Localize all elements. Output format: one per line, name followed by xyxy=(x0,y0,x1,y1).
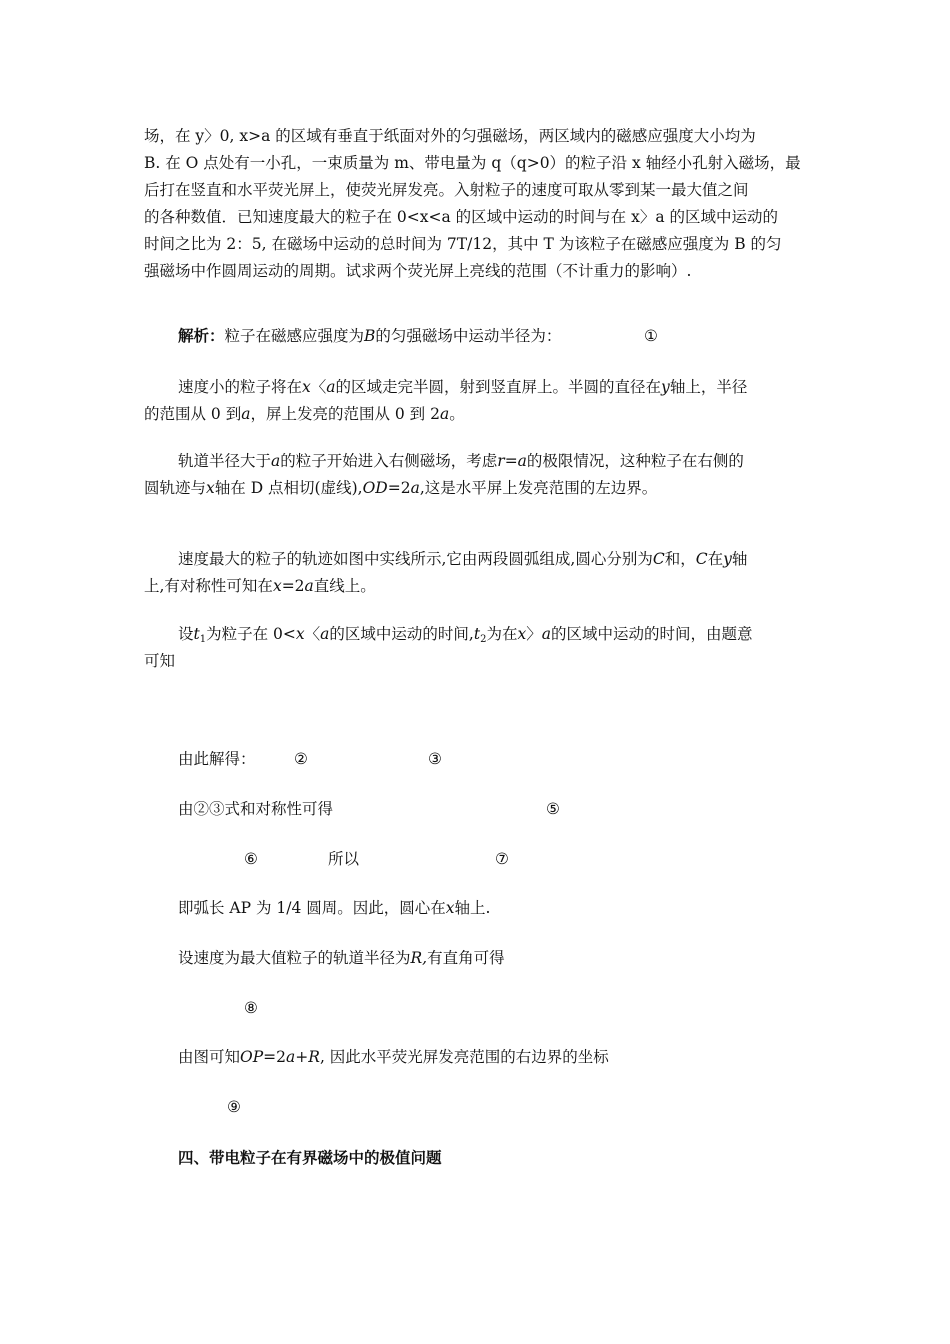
equation-marker-1: ① xyxy=(644,327,658,345)
equation-marker-7: ⑦ xyxy=(495,850,509,868)
solution-para-1: 解析：粒子在磁感应强度为B的匀强磁场中运动半径为： xyxy=(178,326,562,345)
equation-marker-8: ⑧ xyxy=(244,999,258,1017)
equation-marker-6: ⑥ xyxy=(244,850,258,868)
solution-para-3-line-2: 圆轨迹与x轴在 D 点相切(虚线),OD=2a,这是水平屏上发亮范围的左边界。 xyxy=(144,479,658,497)
problem-line-1: 场，在 y〉0, x>a 的区域有垂直于纸面对外的匀强磁场，两区域内的磁感应强度大小均为 xyxy=(144,127,756,145)
solution-para-2-line-2: 的范围从 0 到a，屏上发亮的范围从 0 到 2a。 xyxy=(144,405,465,423)
solution-para-4-line-2: 上,有对称性可知在x=2a直线上。 xyxy=(144,577,376,595)
problem-line-2: B. 在 O 点处有一小孔，一束质量为 m、带电量为 q（q>0）的粒子沿 x 轴经小孔射入磁场，最 xyxy=(144,154,801,172)
equation-marker-9: ⑨ xyxy=(227,1098,241,1116)
problem-line-5: 时间之比为 2：5, 在磁场中运动的总时间为 7T/12，其中 T 为该粒子在磁感应强度为 B 的匀 xyxy=(144,235,782,253)
result-text-5: 设速度为最大值粒子的轨道半径为R,有直角可得 xyxy=(178,949,505,967)
equation-marker-2: ② xyxy=(294,750,308,768)
problem-line-4: 的各种数值．已知速度最大的粒子在 0<x<a 的区域中运动的时间与在 x〉a 的区域中运动的 xyxy=(144,208,779,226)
equation-marker-3: ③ xyxy=(428,750,442,768)
problem-line-6: 强磁场中作圆周运动的周期。试求两个荧光屏上亮线的范围（不计重力的影响）. xyxy=(144,262,692,280)
solution-para-3-line-1: 轨道半径大于a的粒子开始进入右侧磁场，考虑r=a的极限情况，这种粒子在右侧的 xyxy=(178,452,744,470)
solution-para-2-line-1: 速度小的粒子将在x〈a的区域走完半圆，射到竖直屏上。半圆的直径在y轴上，半径 xyxy=(178,378,748,396)
equation-marker-5: ⑤ xyxy=(546,800,560,818)
result-text-2: 由②③式和对称性可得 xyxy=(178,800,334,818)
result-text-3: 所以 xyxy=(328,850,360,868)
section-heading: 四、带电粒子在有界磁场中的极值问题 xyxy=(178,1148,442,1167)
result-text-6: 由图可知OP=2a+R, 因此水平荧光屏发亮范围的右边界的坐标 xyxy=(178,1048,609,1066)
solution-label: 解析： xyxy=(178,326,225,345)
solution-para-5-line-1: 设$t_1$为粒子在 0<x〈a的区域中运动的时间$,t_2$为在x〉a的区域中运动的时间，由题意 xyxy=(178,625,753,645)
solution-para-4-line-1: 速度最大的粒子的轨迹如图中实线所示,它由两段圆弧组成,圆心分别为C和，C在y轴 xyxy=(178,550,748,568)
result-text-4: 即弧长 AP 为 1/4 圆周。因此，圆心在x轴上. xyxy=(178,899,491,917)
result-text-1: 由此解得： xyxy=(178,750,256,768)
solution-para-5-line-2: 可知 xyxy=(144,652,176,670)
problem-line-3: 后打在竖直和水平荧光屏上，使荧光屏发亮。入射粒子的速度可取从零到某一最大值之间 xyxy=(144,181,749,199)
